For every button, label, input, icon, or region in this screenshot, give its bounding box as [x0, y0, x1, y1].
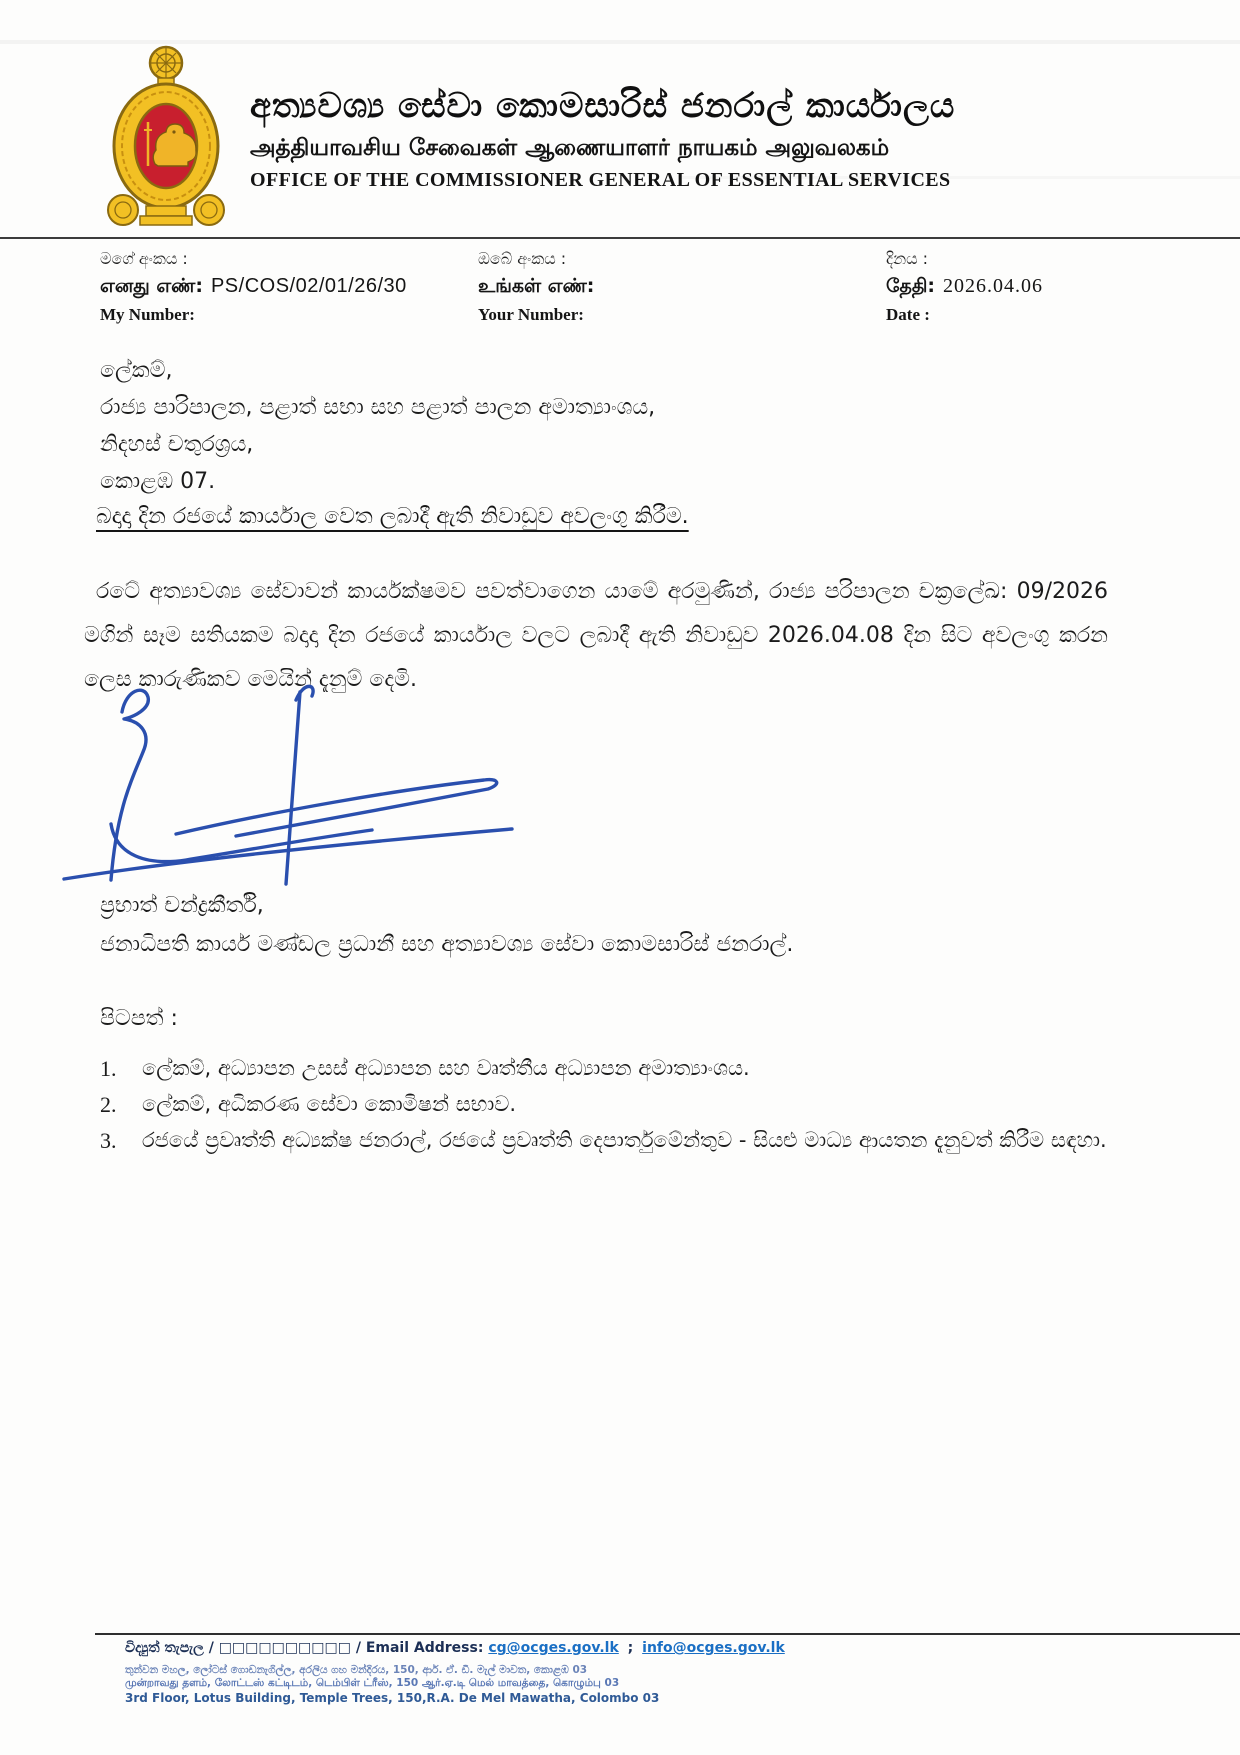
subject-line: බදාදා දින රජයේ කාර්යාල වෙත ලබාදී ඇති නිවාඩුව අවලංගු කිරීම. [96, 504, 689, 529]
date-label-tamil-text: தேதி: [886, 275, 936, 297]
your-number-label-tamil-text: உங்கள் எண்: [478, 275, 595, 297]
date-label-tamil [886, 275, 1043, 300]
copy-item-number: 1. [100, 1056, 117, 1081]
my-number-value: PS/COS/02/01/26/30 [210, 275, 407, 297]
office-title-tamil: அத்தியாவசிய சேவைகள் ஆணையாளர் நாயகம் அலுவலகம் [250, 135, 890, 161]
handwritten-signature [34, 672, 544, 892]
my-number-label-tamil-text: எனது எண்: [100, 275, 203, 297]
email-separator: ; [627, 1640, 634, 1656]
footer-email-line [125, 1640, 785, 1656]
copies-label: පිටපත් : [100, 1006, 178, 1031]
date-field [886, 249, 1043, 325]
date-value: 2026.04.06 [943, 275, 1044, 297]
email-label-tamil-tofu: □□□□□□□□□□ [218, 1640, 351, 1656]
signatory-position: ජනාධිපති කාර්ය මණ්ඩල ප්‍රධානී සහ අත්‍යාවශ්‍ය සේවා කොමසාරිස් ජනරාල්. [100, 932, 794, 957]
my-number-label-sinhala: මගේ අංකය : [100, 249, 188, 268]
my-number-label-tamil [100, 275, 407, 300]
email-link-cg[interactable]: cg@ocges.gov.lk [488, 1640, 619, 1656]
copy-list-item [100, 1128, 1140, 1153]
footer-address-sinhala: තුන්වන මහල, ලෝටස් ගොඩනැගිල්ල, අරලිය ගහ මන්දිරය, 150, ආර්. ඒ. ඩී. මැල් මාවත, කොළඹ 03 [125, 1664, 588, 1676]
copy-item-number: 3. [100, 1128, 117, 1153]
your-number-field [478, 249, 602, 325]
date-label-english: Date : [886, 305, 930, 324]
recipient-line: රාජ්‍ය පාරිපාලන, පළාත් සභා සහ පළාත් පාලන අමාත්‍යාංශය, [100, 395, 656, 420]
footer-address-tamil: முன்றாவது தளம், லோட்டஸ் கட்டிடம், டெம்பிள் ட்ரீஸ், 150 ஆர்.ஏ.டி மெல் மாவத்தை, கொழும்பு 03 [125, 1677, 620, 1689]
letterhead [250, 86, 1030, 192]
office-title-english: OFFICE OF THE COMMISSIONER GENERAL OF ESSENTIAL SERVICES [250, 169, 951, 191]
recipient-line: නිදහස් චතුරශ්‍රය, [100, 432, 254, 457]
your-number-label-sinhala: ඔබේ අංකය : [478, 249, 567, 268]
my-number-label-english: My Number: [100, 305, 195, 324]
recipient-address [100, 352, 655, 500]
date-label-sinhala: දිනය : [886, 249, 929, 268]
copy-list-item [100, 1092, 1140, 1117]
footer-divider [95, 1633, 1240, 1635]
email-label-english: / Email Address: [355, 1640, 484, 1656]
your-number-label-tamil [478, 275, 602, 300]
office-title-sinhala: අත්‍යවශ්‍ය සේවා කොමසාරිස් ජනරාල් කාර්යාලය [250, 86, 956, 126]
copy-list-item [100, 1056, 1140, 1081]
footer-address-english: 3rd Floor, Lotus Building, Temple Trees, 150,R.A. De Mel Mawatha, Colombo 03 [125, 1691, 660, 1705]
copy-item-number: 2. [100, 1092, 117, 1117]
recipient-line: කොළඹ 07. [100, 469, 216, 494]
sri-lanka-national-emblem-icon [100, 40, 232, 236]
copy-item-text: රජයේ ප්‍රවෘත්ති අධ්‍යක්ෂ ජනරාල්, රජයේ ප්‍රවෘත්ති දෙපාර්තුමේන්තුව - සියළු මාධ්‍ය ආයතන දැනුවත් කිරීම සඳහා. [142, 1128, 1107, 1152]
email-label-sinhala: විද්‍යුත් තැපැල / [125, 1640, 214, 1656]
copy-item-text: ලේකම්, අධ්‍යාපන උසස් අධ්‍යාපන සහ වෘත්තීය අධ්‍යාපන අමාත්‍යාංශය. [142, 1056, 750, 1080]
body-paragraph: රටේ අත්‍යාවශ්‍ය සේවාවන් කාර්යක්ෂමව පවත්වාගෙන යාමේ අරමුණින්, රාජ්‍ය පරිපාලන චක්‍රලේඛ: 09/2026 මගින් සෑම සතියකම බදාදා දින රජයේ කාර්යාල වලට ලබාදී ඇති නිවාඩුව 2026.04.08 දින සිට අවලංගු කරන ලෙස කාරුණිකව මෙයින් දැනුම් දෙමි. [84, 579, 1108, 692]
copies-list [100, 1056, 1140, 1164]
signatory-name: ප්‍රභාත් චන්ද්‍රකීර්ති, [100, 893, 264, 918]
my-number-field [100, 249, 407, 325]
header-divider [0, 237, 1240, 239]
your-number-label-english: Your Number: [478, 305, 584, 324]
recipient-line: ලේකම්, [100, 358, 173, 383]
copy-item-text: ලේකම්, අධිකරණ සේවා කොමිෂන් සභාව. [142, 1092, 517, 1116]
email-link-info[interactable]: info@ocges.gov.lk [642, 1640, 785, 1656]
